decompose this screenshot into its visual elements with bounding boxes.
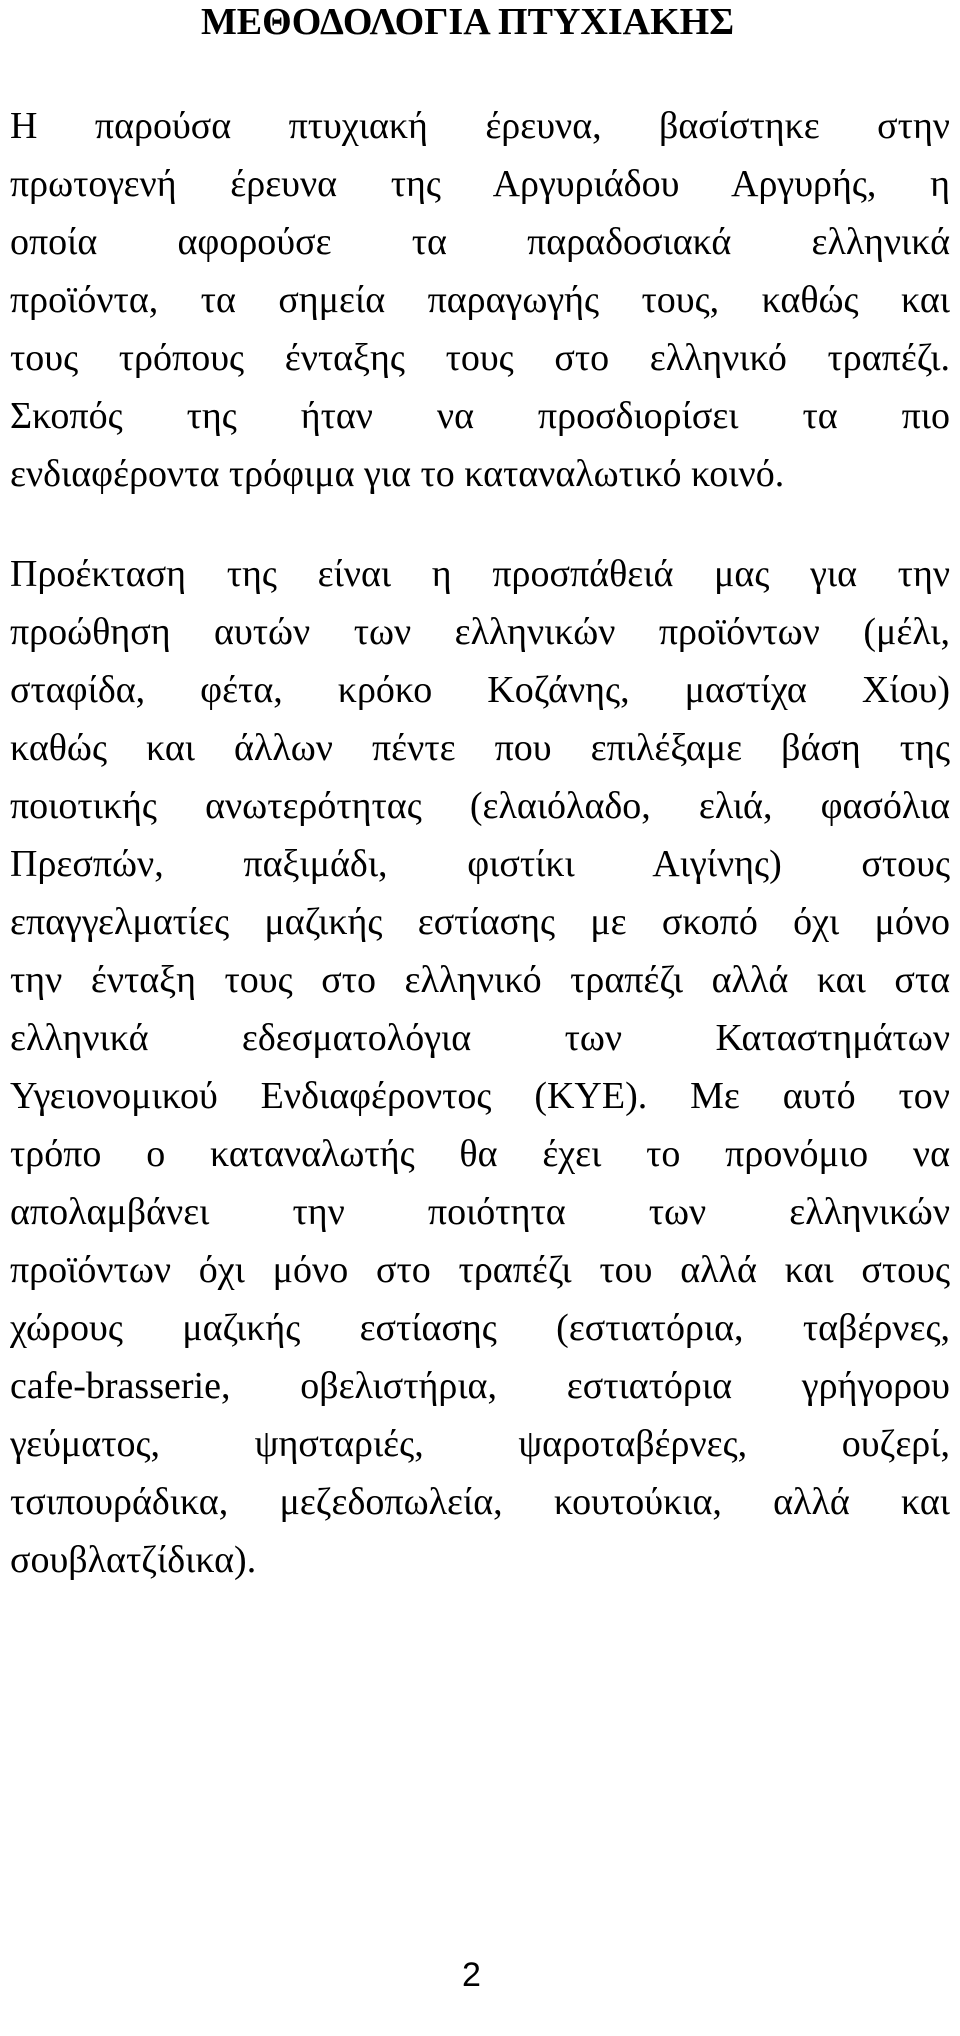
page-number: 2 bbox=[462, 1956, 481, 1994]
text-line: πρωτογενή έρευνα της Αργυριάδου Αργυρής, η bbox=[10, 163, 950, 205]
text-line: cafe-brasserie, οβελιστήρια, εστιατόρια γρήγορου bbox=[10, 1365, 950, 1407]
text-line: απολαμβάνει την ποιότητα των ελληνικών bbox=[10, 1191, 950, 1233]
text-line: Πρεσπών, παξιμάδι, φιστίκι Αιγίνης) στους bbox=[10, 843, 950, 885]
text-line: τους τρόπους ένταξης τους στο ελληνικό τραπέζι. bbox=[10, 337, 950, 379]
text-line: ελληνικά εδεσματολόγια των Καταστημάτων bbox=[10, 1017, 950, 1059]
text-line: προϊόντων όχι μόνο στο τραπέζι του αλλά και στους bbox=[10, 1249, 950, 1291]
text-line: Σκοπός της ήταν να προσδιορίσει τα πιο bbox=[10, 395, 950, 437]
text-line: τρόπο ο καταναλωτής θα έχει το προνόμιο να bbox=[10, 1133, 950, 1175]
text-line: τσιπουράδικα, μεζεδοπωλεία, κουτούκια, αλλά και bbox=[10, 1481, 950, 1523]
document-title: ΜΕΘΟΔΟΛΟΓΙΑ ΠΤΥΧΙΑΚΗΣ bbox=[200, 1, 735, 43]
text-line: προώθηση αυτών των ελληνικών προϊόντων (μέλι, bbox=[10, 611, 950, 653]
text-line: σταφίδα, φέτα, κρόκο Κοζάνης, μαστίχα Χίου) bbox=[10, 669, 950, 711]
text-line: Υγειονομικού Ενδιαφέροντος (ΚΥΕ). Με αυτό τον bbox=[10, 1075, 950, 1117]
text-line: οποία αφορούσε τα παραδοσιακά ελληνικά bbox=[10, 221, 950, 263]
text-line: γεύματος, ψησταριές, ψαροταβέρνες, ουζερί, bbox=[10, 1423, 950, 1465]
text-line: Προέκταση της είναι η προσπάθειά μας για την bbox=[10, 553, 950, 595]
text-line: την ένταξη τους στο ελληνικό τραπέζι αλλά και στα bbox=[10, 959, 950, 1001]
text-line: ποιοτικής ανωτερότητας (ελαιόλαδο, ελιά, φασόλια bbox=[10, 785, 950, 827]
paragraph-intro bbox=[10, 97, 950, 503]
text-line: ενδιαφέροντα τρόφιμα για το καταναλωτικό κοινό. bbox=[10, 453, 785, 495]
paragraph-extension bbox=[10, 545, 950, 1589]
text-line: επαγγελματίες μαζικής εστίασης με σκοπό όχι μόνο bbox=[10, 901, 950, 943]
text-line: καθώς και άλλων πέντε που επιλέξαμε βάση της bbox=[10, 727, 950, 769]
text-line: σουβλατζίδικα). bbox=[10, 1539, 257, 1581]
text-line: προϊόντα, τα σημεία παραγωγής τους, καθώς και bbox=[10, 279, 950, 321]
text-line: χώρους μαζικής εστίασης (εστιατόρια, ταβέρνες, bbox=[10, 1307, 950, 1349]
text-line: Η παρούσα πτυχιακή έρευνα, βασίστηκε στην bbox=[10, 105, 950, 147]
